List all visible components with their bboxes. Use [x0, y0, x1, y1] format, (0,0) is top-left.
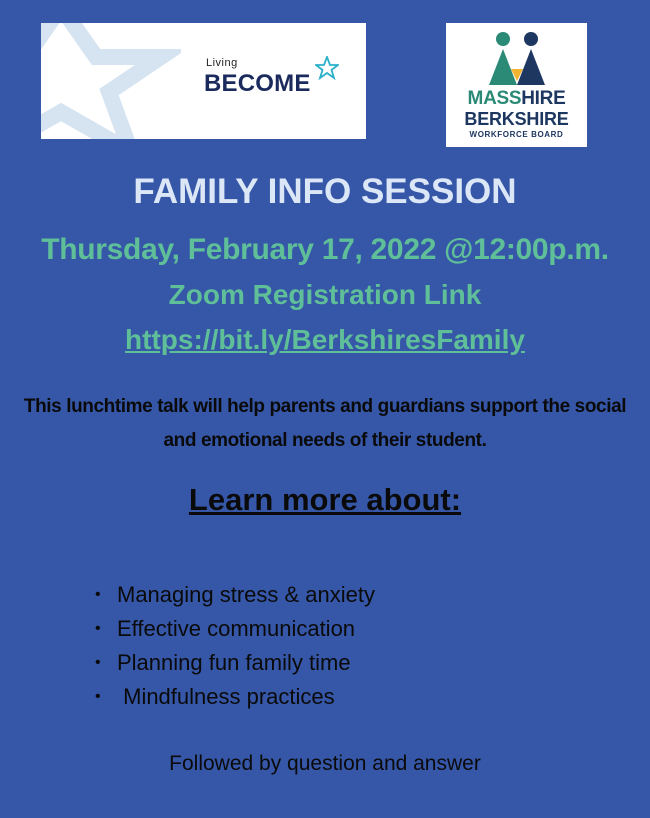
- masshire-logo-region: BERKSHIRE: [464, 109, 569, 129]
- topic-label: Planning fun family time: [117, 650, 351, 675]
- list-item: [95, 680, 375, 714]
- learn-more-heading: Learn more about:: [188, 482, 462, 517]
- become-logo: [41, 23, 366, 139]
- list-item: [95, 646, 375, 680]
- event-description: This lunchtime talk will help parents and guardians support the social and emotional needs of their student.: [23, 396, 627, 451]
- bullet-icon: •: [95, 620, 101, 637]
- masshire-logo-title: [446, 89, 587, 109]
- star-icon: [315, 56, 339, 80]
- topics-list: [95, 578, 375, 714]
- bullet-icon: •: [95, 688, 101, 705]
- topic-label: Effective communication: [117, 616, 356, 641]
- become-logo-wordmark: BECOME: [204, 70, 311, 97]
- topic-label: Mindfulness practices: [117, 684, 335, 709]
- bullet-icon: •: [95, 586, 101, 603]
- event-date-time: Thursday, February 17, 2022 @12:00p.m.: [41, 233, 609, 266]
- registration-label: Zoom Registration Link: [168, 279, 482, 310]
- registration-link[interactable]: https://bit.ly/BerkshiresFamily: [125, 324, 525, 355]
- list-item: [95, 578, 375, 612]
- star-outline-icon: [41, 23, 181, 139]
- people-mark-icon: [485, 31, 549, 87]
- bullet-icon: •: [95, 654, 101, 671]
- masshire-logo-board: WORKFORCE BOARD: [469, 130, 564, 139]
- topic-label: Managing stress & anxiety: [117, 582, 376, 607]
- page-title: FAMILY INFO SESSION: [133, 172, 517, 211]
- become-logo-small-word: Living: [206, 57, 238, 69]
- masshire-logo-hire: HIRE: [521, 88, 566, 109]
- list-item: [95, 612, 375, 646]
- closing-note: Followed by question and answer: [169, 752, 481, 775]
- masshire-logo-mass: MASS: [467, 88, 522, 109]
- masshire-logo: [446, 23, 587, 147]
